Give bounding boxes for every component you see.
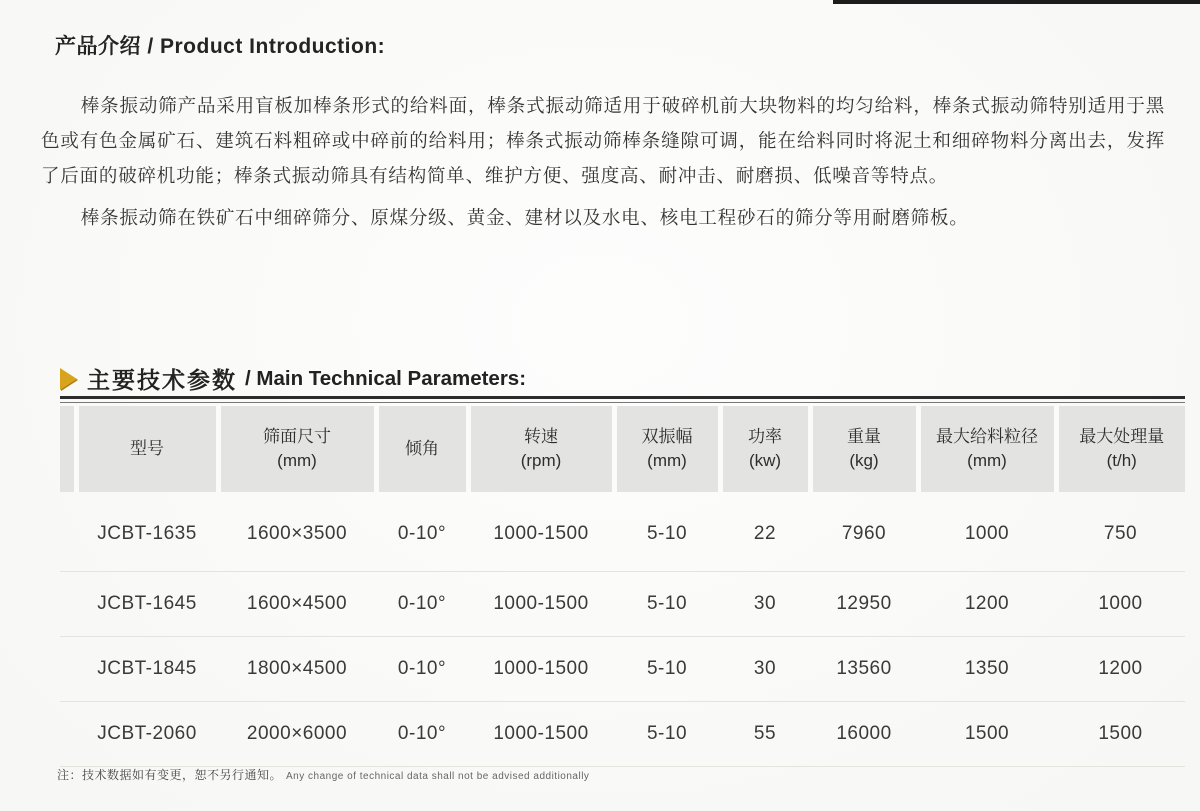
page-title: 产品介绍 / Product Introduction:	[55, 35, 386, 58]
section-rule-thick	[60, 396, 1185, 399]
cell-double-amplitude: 5-10	[614, 702, 720, 767]
cell-max-capacity: 750	[1056, 492, 1185, 572]
cell-double-amplitude: 5-10	[614, 637, 720, 702]
table-row	[60, 572, 1185, 637]
cell-screen-size: 2000×6000	[218, 702, 376, 767]
cell-max-capacity: 1000	[1056, 572, 1185, 637]
cell-max-feed-size: 1200	[918, 572, 1056, 637]
cell-inclination: 0-10°	[376, 492, 468, 572]
intro-paragraph-2: 棒条振动筛在铁矿石中细碎筛分、原煤分级、黄金、建材以及水电、核电工程砂石的筛分等用耐磨筛板。	[80, 207, 969, 228]
cell-weight: 16000	[810, 702, 918, 767]
col-header-screen-size: 筛面尺寸 (mm)	[218, 406, 376, 492]
edge-strip-cell	[60, 572, 76, 637]
cell-speed: 1000-1500	[468, 702, 614, 767]
col-header-max-capacity: 最大处理量 (t/h)	[1056, 406, 1185, 492]
cell-speed: 1000-1500	[468, 637, 614, 702]
col-header-max-feed-size: 最大给料粒径 (mm)	[918, 406, 1056, 492]
col-header-weight: 重量 (kg)	[810, 406, 918, 492]
cell-weight: 7960	[810, 492, 918, 572]
footnote-zh: 注：技术数据如有变更，恕不另行通知。	[57, 768, 283, 782]
cell-inclination: 0-10°	[376, 572, 468, 637]
cell-double-amplitude: 5-10	[614, 492, 720, 572]
cell-model: JCBT-1645	[76, 572, 218, 637]
section-rule-thin	[60, 402, 1185, 403]
cell-power: 30	[720, 637, 810, 702]
cell-speed: 1000-1500	[468, 572, 614, 637]
cell-screen-size: 1600×4500	[218, 572, 376, 637]
section-heading	[60, 362, 526, 395]
cell-power: 30	[720, 572, 810, 637]
table-row	[60, 492, 1185, 572]
intro-paragraph-1: 棒条振动筛产品采用盲板加棒条形式的给料面，棒条式振动筛适用于破碎机前大块物料的均匀给料，棒条式振动筛特别适用于黑色或有色金属矿石、建筑石料粗碎或中碎前的给料用；棒条式振动筛棒条缝隙可调，能在给料同时将泥土和细碎物料分离出去，发挥了后面的破碎机功能；棒条式振动筛具有结构简单、维护方便、强度高、耐冲击、耐磨损、低噪音等特点。	[41, 95, 1165, 186]
cell-screen-size: 1600×3500	[218, 492, 376, 572]
table-row	[60, 702, 1185, 767]
scan-artifact-top-line	[833, 0, 1200, 4]
cell-weight: 13560	[810, 637, 918, 702]
cell-weight: 12950	[810, 572, 918, 637]
cell-screen-size: 1800×4500	[218, 637, 376, 702]
cell-model: JCBT-1635	[76, 492, 218, 572]
cell-model: JCBT-1845	[76, 637, 218, 702]
cell-max-capacity: 1200	[1056, 637, 1185, 702]
technical-parameters-table	[60, 406, 1185, 767]
col-header-edge-strip	[60, 406, 76, 492]
col-header-speed: 转速 (rpm)	[468, 406, 614, 492]
table-row	[60, 637, 1185, 702]
col-header-power: 功率 (kw)	[720, 406, 810, 492]
cell-double-amplitude: 5-10	[614, 572, 720, 637]
cell-inclination: 0-10°	[376, 637, 468, 702]
edge-strip-cell	[60, 637, 76, 702]
edge-strip-cell	[60, 492, 76, 572]
cell-power: 55	[720, 702, 810, 767]
cell-inclination: 0-10°	[376, 702, 468, 767]
cell-max-feed-size: 1000	[918, 492, 1056, 572]
footnote-en: Any change of technical data shall not be advised additionally	[286, 771, 590, 782]
col-header-model: 型号	[76, 406, 218, 492]
cell-max-feed-size: 1500	[918, 702, 1056, 767]
section-title-zh: 主要技术参数	[87, 367, 237, 393]
col-header-double-amplitude: 双振幅 (mm)	[614, 406, 720, 492]
cell-power: 22	[720, 492, 810, 572]
cell-model: JCBT-2060	[76, 702, 218, 767]
cell-speed: 1000-1500	[468, 492, 614, 572]
edge-strip-cell	[60, 702, 76, 767]
footnote	[57, 766, 589, 783]
section-title-en: / Main Technical Parameters:	[245, 366, 527, 390]
triangle-arrow-icon	[60, 368, 77, 390]
cell-max-capacity: 1500	[1056, 702, 1185, 767]
col-header-inclination: 倾角	[376, 406, 468, 492]
table-header-row	[60, 406, 1185, 492]
cell-max-feed-size: 1350	[918, 637, 1056, 702]
